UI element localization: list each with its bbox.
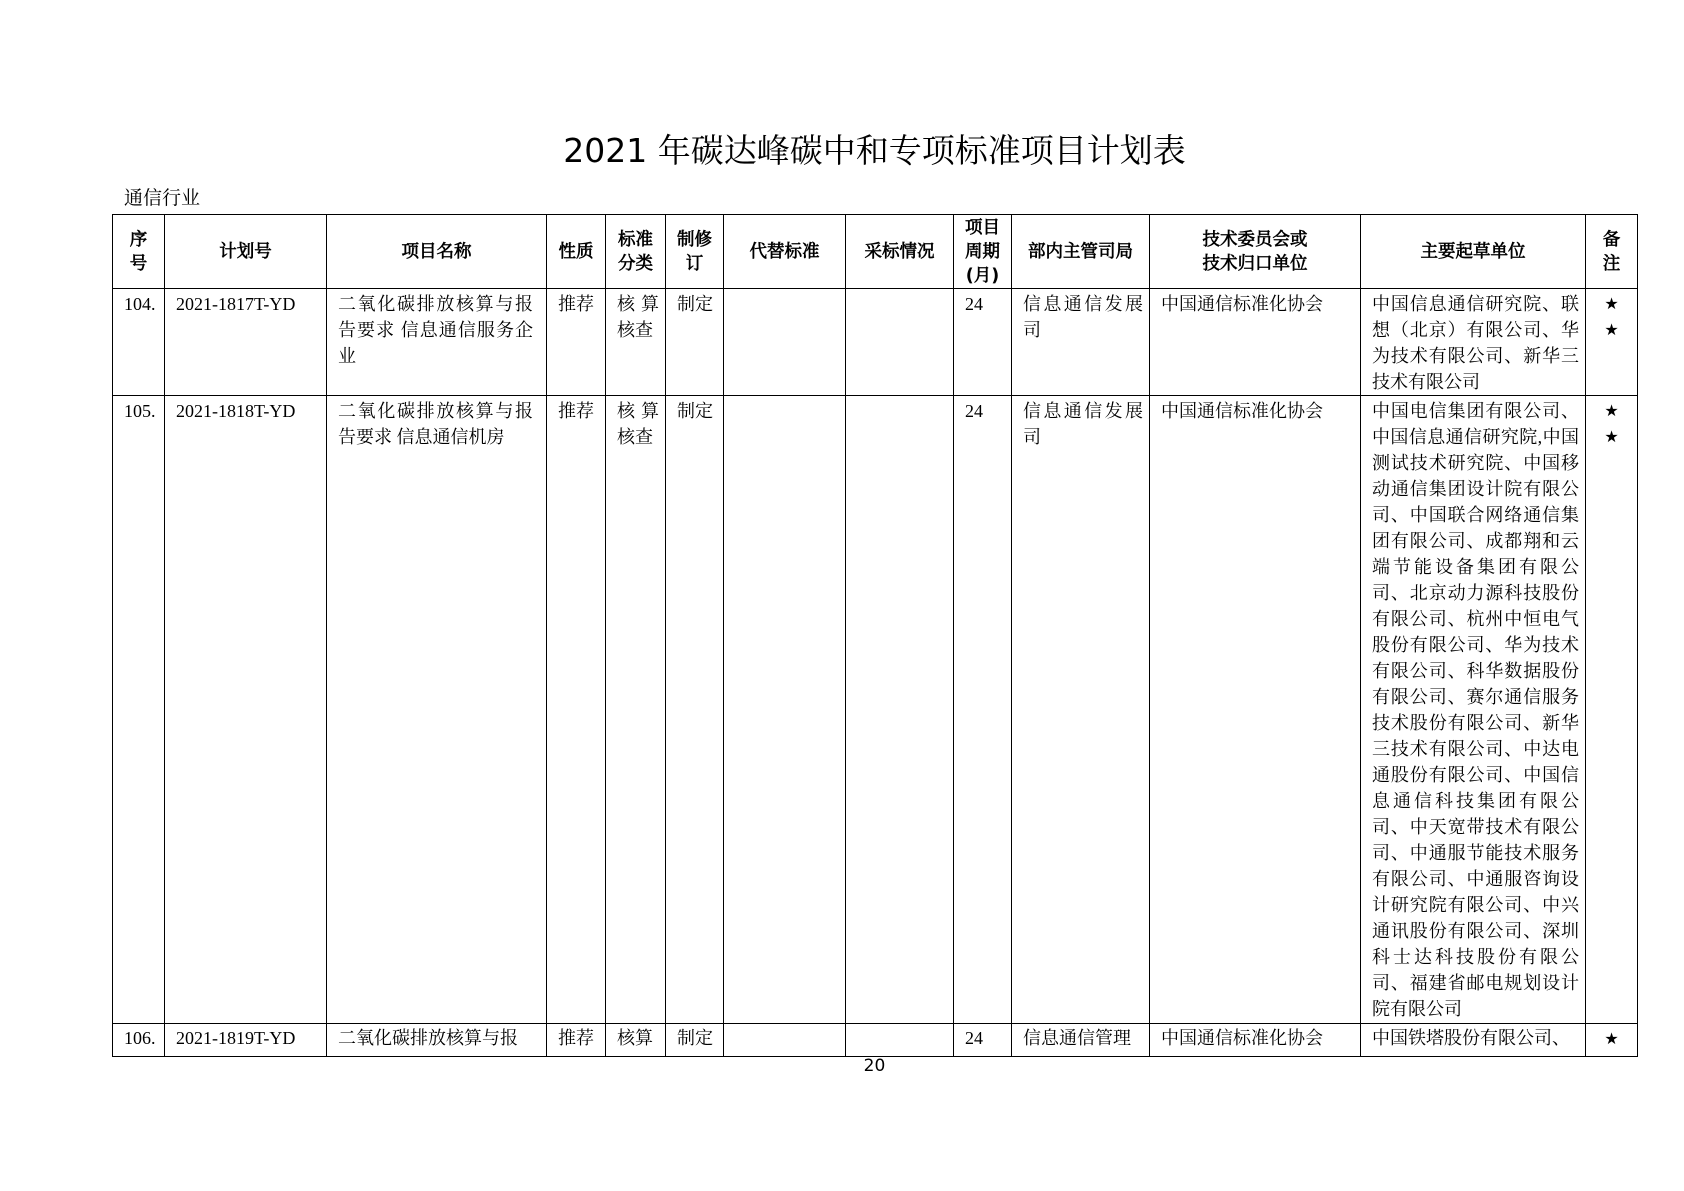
cell-replaced-standard — [724, 1024, 846, 1057]
cell-period-months: 24 — [954, 289, 1012, 396]
cell-period-months: 24 — [954, 1024, 1012, 1057]
header-serial-no: 序 号 — [113, 215, 165, 289]
cell-adoption-status — [846, 289, 954, 396]
cell-period-months: 24 — [954, 396, 1012, 1024]
cell-nature: 推荐 — [547, 1024, 606, 1057]
header-department: 部内主管司局 — [1012, 215, 1150, 289]
header-nature: 性质 — [547, 215, 606, 289]
header-remarks: 备 注 — [1586, 215, 1638, 289]
header-project-name: 项目名称 — [327, 215, 547, 289]
table-row — [113, 1024, 1638, 1057]
cell-revision-type: 制定 — [666, 396, 724, 1024]
cell-drafting-units: 中国铁塔股份有限公司、 — [1361, 1024, 1586, 1057]
header-plan-no: 计划号 — [165, 215, 327, 289]
cell-remarks-star-icon: ★ ★ — [1586, 396, 1638, 1024]
cell-plan-no: 2021-1819T-YD — [165, 1024, 327, 1057]
header-replaced-standard: 代替标准 — [724, 215, 846, 289]
cell-serial-no: 104. — [113, 289, 165, 396]
cell-category: 核算核查 — [606, 289, 666, 396]
cell-replaced-standard — [724, 396, 846, 1024]
header-adoption-status: 采标情况 — [846, 215, 954, 289]
cell-category: 核算核查 — [606, 396, 666, 1024]
cell-technical-committee: 中国通信标准化协会 — [1150, 289, 1361, 396]
cell-project-name: 二氧化碳排放核算与报告要求 信息通信服务企业 — [327, 289, 547, 396]
cell-adoption-status — [846, 396, 954, 1024]
cell-department: 信息通信发展司 — [1012, 396, 1150, 1024]
cell-serial-no: 106. — [113, 1024, 165, 1057]
header-drafting-units: 主要起草单位 — [1361, 215, 1586, 289]
cell-adoption-status — [846, 1024, 954, 1057]
cell-department: 信息通信发展司 — [1012, 289, 1150, 396]
cell-remarks-star-icon: ★ — [1586, 1024, 1638, 1057]
cell-serial-no: 105. — [113, 396, 165, 1024]
cell-project-name: 二氧化碳排放核算与报告要求 信息通信机房 — [327, 396, 547, 1024]
page-title: 2021 年碳达峰碳中和专项标准项目计划表 — [563, 131, 1186, 170]
cell-category: 核算 — [606, 1024, 666, 1057]
table-header-row — [113, 215, 1638, 289]
header-period-months: 项目 周期 (月) — [954, 215, 1012, 289]
cell-drafting-units: 中国电信集团有限公司、中国信息通信研究院,中国测试技术研究院、中国移动通信集团设计院有限公司、中国联合网络通信集团有限公司、成都翔和云端节能设备集团有限公司、北京动力源科技股份有限公司、杭州中恒电气股份有限公司、华为技术有限公司、科华数据股份有限公司、赛尔通信服务技术股份有限公司、新华三技术有限公司、中达电通股份有限公司、中国信息通信科技集团有限公司、中天宽带技术有限公司、中通服节能技术服务有限公司、中通服咨询设计研究院有限公司、中兴通讯股份有限公司、深圳科士达科技股份有限公司、福建省邮电规划设计院有限公司 — [1361, 396, 1586, 1024]
cell-project-name: 二氧化碳排放核算与报 — [327, 1024, 547, 1057]
cell-drafting-units: 中国信息通信研究院、联想（北京）有限公司、华为技术有限公司、新华三技术有限公司 — [1361, 289, 1586, 396]
cell-plan-no: 2021-1817T-YD — [165, 289, 327, 396]
header-technical-committee: 技术委员会或 技术归口单位 — [1150, 215, 1361, 289]
cell-replaced-standard — [724, 289, 846, 396]
cell-nature: 推荐 — [547, 396, 606, 1024]
cell-technical-committee: 中国通信标准化协会 — [1150, 1024, 1361, 1057]
table-row — [113, 396, 1638, 1024]
header-revision-type: 制修 订 — [666, 215, 724, 289]
cell-technical-committee: 中国通信标准化协会 — [1150, 396, 1361, 1024]
cell-revision-type: 制定 — [666, 289, 724, 396]
standards-plan-table — [112, 214, 1638, 1057]
table-row — [113, 289, 1638, 396]
industry-section-label: 通信行业 — [124, 187, 201, 209]
cell-department: 信息通信管理 — [1012, 1024, 1150, 1057]
cell-remarks-star-icon: ★ ★ — [1586, 289, 1638, 396]
cell-revision-type: 制定 — [666, 1024, 724, 1057]
cell-nature: 推荐 — [547, 289, 606, 396]
page-number: 20 — [863, 1056, 886, 1076]
header-category: 标准 分类 — [606, 215, 666, 289]
cell-plan-no: 2021-1818T-YD — [165, 396, 327, 1024]
